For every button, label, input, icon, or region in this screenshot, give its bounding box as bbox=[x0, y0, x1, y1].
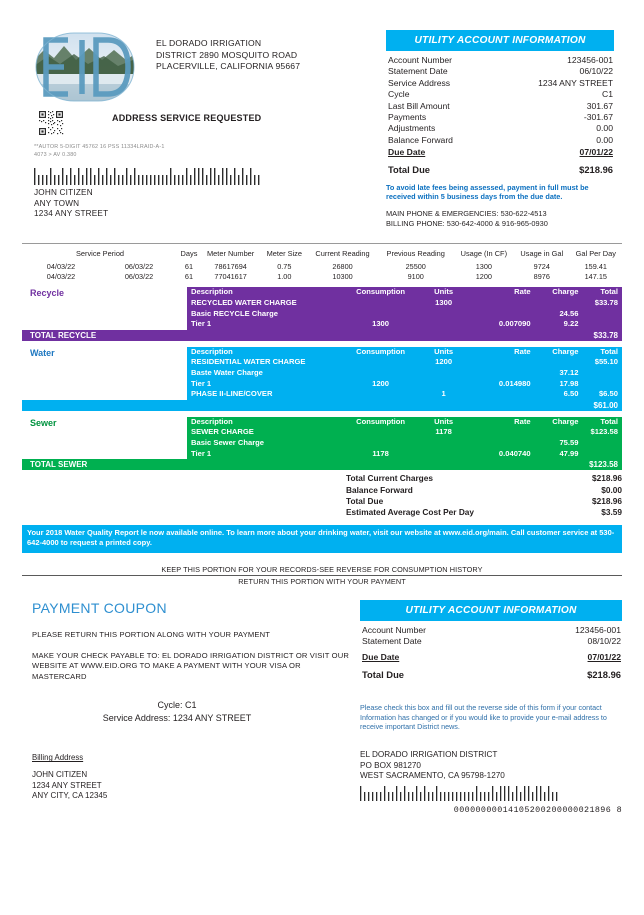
charge-header-row bbox=[187, 287, 622, 298]
cell-usage-gal: 8976 bbox=[533, 272, 550, 282]
cell-charge bbox=[531, 298, 579, 309]
service-section-recycle bbox=[22, 287, 622, 340]
service-name-recycle: Recycle bbox=[30, 288, 65, 299]
col-service-period: Service Period bbox=[75, 248, 125, 258]
water-charge-table bbox=[187, 347, 622, 400]
cell-description: Tier 1 bbox=[191, 448, 212, 458]
charge-line-row bbox=[187, 427, 622, 438]
tear-line-divider bbox=[22, 575, 622, 576]
recycle-charge-table bbox=[187, 287, 622, 329]
summary-row bbox=[346, 485, 622, 496]
cell-charge: 75.59 bbox=[559, 437, 579, 447]
summary-label: Estimated Average Cost Per Day bbox=[346, 507, 475, 518]
endorsement-block bbox=[34, 143, 384, 159]
address-service-requested: ADDRESS SERVICE REQUESTED bbox=[112, 113, 262, 123]
row-label: Adjustments bbox=[388, 123, 436, 134]
row-value: 301.67 bbox=[586, 100, 613, 111]
charge-line-row bbox=[187, 319, 622, 330]
cell-total bbox=[578, 368, 622, 379]
issuer-line-2: DISTRICT 2890 MOSQUITO ROAD bbox=[156, 49, 298, 60]
cell-charge bbox=[531, 427, 579, 438]
total-due-label: Total Due bbox=[388, 163, 431, 175]
row-value: 123456-001 bbox=[575, 624, 621, 635]
cell-period-from: 04/03/22 bbox=[46, 272, 76, 282]
cell-description: Tier 1 bbox=[191, 378, 212, 388]
cell-period-to: 06/03/22 bbox=[124, 272, 154, 282]
charges-summary bbox=[22, 473, 622, 519]
sewer-charge-table bbox=[187, 417, 622, 459]
col-consumption: Consumption bbox=[356, 287, 406, 297]
summary-value: $3.59 bbox=[601, 507, 622, 518]
cell-consumption bbox=[344, 438, 418, 449]
col-total: Total bbox=[600, 416, 618, 426]
cell-usage-cf: 1200 bbox=[475, 272, 492, 282]
cell-charge: 17.98 bbox=[559, 378, 579, 388]
col-units: Units bbox=[434, 416, 454, 426]
col-total: Total bbox=[600, 287, 618, 297]
cell-charge bbox=[531, 357, 579, 368]
row-value: -301.67 bbox=[583, 112, 613, 123]
table-row bbox=[22, 262, 622, 272]
col-meter-number: Meter Number bbox=[207, 248, 255, 258]
cell-consumption: 1178 bbox=[372, 448, 389, 458]
service-name-sewer: Sewer bbox=[30, 417, 57, 428]
charge-line-row bbox=[187, 379, 622, 390]
row-value: 0.00 bbox=[596, 134, 613, 145]
cell-description: Basic Sewer Charge bbox=[191, 437, 265, 447]
cell-description: Tier 1 bbox=[191, 319, 212, 329]
ocr-scanline: 00000000014105200200000021896 8 bbox=[453, 805, 622, 816]
return-portion-text: RETURN THIS PORTION WITH YOUR PAYMENT bbox=[238, 576, 406, 586]
col-consumption: Consumption bbox=[356, 416, 406, 426]
row-value: C1 bbox=[602, 89, 613, 100]
cell-meter-number: 77041617 bbox=[214, 272, 247, 282]
billing-name: JOHN CITIZEN bbox=[32, 770, 88, 780]
cell-description: PHASE II-LINE/COVER bbox=[191, 389, 273, 399]
cell-total bbox=[578, 309, 622, 320]
account-info-row bbox=[388, 135, 613, 146]
total-recycle-label: TOTAL RECYCLE bbox=[30, 330, 97, 340]
billing-street: 1234 ANY STREET bbox=[32, 780, 102, 790]
cell-previous-reading: 25500 bbox=[405, 262, 426, 272]
summary-value: $218.96 bbox=[592, 473, 622, 484]
billing-city: ANY CITY, CA 12345 bbox=[32, 791, 108, 801]
cell-days: 61 bbox=[184, 262, 194, 272]
row-label: Last Bill Amount bbox=[388, 100, 450, 111]
cell-total: $123.58 bbox=[590, 427, 618, 437]
cell-rate bbox=[470, 427, 531, 438]
cell-days: 61 bbox=[184, 272, 194, 282]
total-sewer-value: $123.58 bbox=[589, 460, 618, 470]
cell-units bbox=[418, 438, 470, 449]
header-left bbox=[34, 30, 384, 229]
meter-table-header-row bbox=[22, 247, 622, 262]
cell-description: SEWER CHARGE bbox=[191, 427, 254, 437]
due-date-row bbox=[388, 147, 613, 158]
col-gal-per-day: Gal Per Day bbox=[575, 248, 616, 258]
row-value: 0.00 bbox=[596, 123, 613, 134]
cell-total bbox=[578, 319, 622, 330]
water-quality-report-notice: Your 2018 Water Quality Report le now available online. To learn more about your drinking water, visit our website at www.eid.org/main. Call customer service at 530-642-4000 to request a printed copy. bbox=[22, 525, 622, 553]
cell-meter-size: 1.00 bbox=[277, 272, 292, 282]
account-info-row bbox=[388, 112, 613, 123]
col-rate: Rate bbox=[514, 346, 531, 356]
endorsement-line-1: **AUTOR 5-DIGIT 45762 16 PSS 11334LRAID-A-1 bbox=[34, 144, 165, 150]
charge-line-row bbox=[187, 438, 622, 449]
col-charge: Charge bbox=[552, 346, 579, 356]
total-recycle-value: $33.78 bbox=[593, 330, 618, 340]
coupon-due-date-value: 07/01/22 bbox=[587, 651, 621, 662]
coupon-service-address: Service Address: 1234 ANY STREET bbox=[102, 713, 252, 724]
col-rate: Rate bbox=[514, 416, 531, 426]
account-info-row bbox=[388, 123, 613, 134]
col-units: Units bbox=[434, 287, 454, 297]
total-due-value: $218.96 bbox=[579, 163, 613, 175]
due-date-value: 07/01/22 bbox=[579, 147, 613, 158]
summary-row bbox=[346, 496, 622, 507]
col-total: Total bbox=[600, 346, 618, 356]
cell-consumption bbox=[344, 368, 418, 379]
row-label: Statement Date bbox=[388, 66, 448, 77]
coupon-due-date-label: Due Date bbox=[362, 651, 400, 662]
cell-rate: 0.014980 bbox=[498, 378, 531, 388]
cell-total bbox=[578, 449, 622, 460]
bill-header bbox=[0, 0, 644, 229]
payment-coupon bbox=[22, 600, 622, 816]
cell-rate bbox=[470, 298, 531, 309]
cell-units: 1300 bbox=[435, 298, 453, 308]
water-total-bar bbox=[22, 400, 622, 411]
remit-line-1: EL DORADO IRRIGATION DISTRICT bbox=[360, 749, 498, 759]
cell-units: 1178 bbox=[435, 427, 452, 437]
cell-charge: 47.99 bbox=[559, 448, 579, 458]
charge-line-row bbox=[187, 298, 622, 309]
cell-period-to: 06/03/22 bbox=[124, 262, 154, 272]
col-usage-cf: Usage (In CF) bbox=[460, 248, 508, 258]
cell-total bbox=[578, 438, 622, 449]
total-water-value: $61.00 bbox=[593, 400, 618, 410]
row-value: 08/10/22 bbox=[587, 636, 621, 647]
account-info-row bbox=[388, 78, 613, 89]
issuer-line-3: PLACERVILLE, CALIFORNIA 95667 bbox=[156, 61, 301, 72]
cell-meter-number: 78617694 bbox=[214, 262, 247, 272]
late-fee-notice: To avoid late fees being assessed, payment in full must be received within 5 business days from the due date. bbox=[386, 183, 589, 202]
row-label: Statement Date bbox=[362, 636, 422, 647]
cell-period-from: 04/03/22 bbox=[46, 262, 76, 272]
coupon-account-rows bbox=[360, 621, 622, 681]
issuer-address bbox=[156, 30, 300, 73]
cell-rate bbox=[470, 309, 531, 320]
cell-consumption bbox=[344, 298, 418, 309]
customer-city: ANY TOWN bbox=[34, 198, 80, 208]
cell-units bbox=[418, 368, 470, 379]
col-previous-reading: Previous Reading bbox=[386, 248, 445, 258]
billing-address-block bbox=[32, 770, 352, 802]
cell-total bbox=[578, 379, 622, 390]
summary-value: $0.00 bbox=[601, 484, 622, 495]
charge-line-row bbox=[187, 309, 622, 320]
row-label: Service Address bbox=[388, 77, 451, 88]
summary-label: Total Current Charges bbox=[346, 473, 433, 484]
sewer-total-bar bbox=[22, 459, 622, 470]
eid-logo-icon bbox=[34, 30, 138, 104]
col-meter-size: Meter Size bbox=[266, 248, 302, 258]
cell-description: RESIDENTIAL WATER CHARGE bbox=[191, 357, 306, 367]
cell-units bbox=[418, 379, 470, 390]
cell-consumption bbox=[344, 309, 418, 320]
cell-charge: 6.50 bbox=[563, 389, 579, 399]
cell-current-reading: 10300 bbox=[332, 272, 353, 282]
col-days: Days bbox=[180, 248, 198, 258]
col-charge: Charge bbox=[552, 287, 579, 297]
charge-header-row bbox=[187, 417, 622, 428]
cell-total: $55.10 bbox=[594, 357, 618, 367]
col-rate: Rate bbox=[514, 287, 531, 297]
cell-charge: 9.22 bbox=[563, 319, 579, 329]
col-charge: Charge bbox=[552, 416, 579, 426]
endorsement-line-2: 4073 > AV 0.380 bbox=[34, 152, 77, 158]
row-label: Account Number bbox=[388, 55, 453, 65]
charges-sections bbox=[22, 287, 622, 470]
coupon-total-due-label: Total Due bbox=[362, 669, 405, 681]
account-info-row bbox=[388, 66, 613, 77]
remit-line-2: PO BOX 981270 bbox=[360, 760, 421, 770]
cell-units: 1200 bbox=[435, 357, 453, 367]
cell-previous-reading: 9100 bbox=[407, 272, 424, 282]
row-label: Payments bbox=[388, 112, 427, 123]
account-info-rows bbox=[386, 51, 614, 175]
contact-phones bbox=[386, 209, 614, 229]
customer-street: 1234 ANY STREET bbox=[34, 209, 109, 219]
total-water-label bbox=[22, 400, 594, 411]
billing-address-label: Billing Address bbox=[32, 753, 84, 763]
charge-header-row bbox=[187, 347, 622, 358]
due-date-label: Due Date bbox=[388, 147, 426, 158]
cell-rate bbox=[470, 357, 531, 368]
summary-value: $218.96 bbox=[592, 495, 622, 506]
table-row bbox=[22, 272, 622, 282]
cell-consumption: 1200 bbox=[372, 378, 390, 388]
cell-rate bbox=[470, 438, 531, 449]
cell-rate bbox=[470, 389, 531, 400]
row-label: Account Number bbox=[362, 624, 427, 635]
coupon-cycle: Cycle: C1 bbox=[157, 700, 197, 711]
cell-description: RECYCLED WATER CHARGE bbox=[191, 298, 297, 308]
keep-portion-text: KEEP THIS PORTION FOR YOUR RECORDS-SEE REVERSE FOR CONSUMPTION HISTORY bbox=[161, 564, 483, 574]
meter-reading-table bbox=[22, 243, 622, 282]
coupon-left bbox=[22, 600, 352, 816]
row-label: Cycle bbox=[388, 89, 410, 100]
col-consumption: Consumption bbox=[356, 346, 406, 356]
cell-gal-per-day: 159.41 bbox=[584, 262, 607, 272]
charge-line-row bbox=[187, 357, 622, 368]
cell-gal-per-day: 147.15 bbox=[584, 272, 607, 282]
row-value: 123456-001 bbox=[567, 55, 613, 65]
remittance-address bbox=[360, 750, 622, 782]
cell-description: Baste Water Charge bbox=[191, 368, 263, 377]
service-section-water bbox=[22, 347, 622, 411]
logo-and-issuer bbox=[34, 30, 384, 104]
cell-usage-gal: 9724 bbox=[533, 262, 550, 272]
row-value: 1234 ANY STREET bbox=[538, 77, 613, 88]
cell-consumption: 1300 bbox=[372, 319, 390, 329]
coupon-account-row bbox=[362, 636, 621, 648]
coupon-total-due-value: $218.96 bbox=[587, 669, 621, 681]
cell-units bbox=[418, 449, 470, 460]
main-phone: MAIN PHONE & EMERGENCIES: 530-622-4513 bbox=[386, 208, 547, 218]
service-section-sewer bbox=[22, 417, 622, 470]
account-info-header: UTILITY ACCOUNT INFORMATION bbox=[386, 30, 614, 51]
cell-rate bbox=[470, 368, 531, 379]
cell-units bbox=[418, 319, 470, 330]
coupon-total-due-row bbox=[362, 669, 621, 681]
recycle-total-bar bbox=[22, 330, 622, 341]
cell-consumption bbox=[344, 389, 418, 400]
cell-usage-cf: 1300 bbox=[475, 262, 492, 272]
col-description: Description bbox=[191, 416, 233, 426]
cell-current-reading: 26800 bbox=[332, 262, 353, 272]
summary-label: Total Due bbox=[346, 495, 384, 506]
cell-rate: 0.007090 bbox=[498, 319, 531, 329]
summary-row bbox=[346, 507, 622, 518]
account-info-row bbox=[388, 89, 613, 100]
customer-name: JOHN CITIZEN bbox=[34, 188, 93, 197]
row-label: Balance Forward bbox=[388, 134, 453, 145]
charge-line-row bbox=[187, 449, 622, 460]
account-info-row bbox=[388, 101, 613, 112]
cell-units bbox=[418, 309, 470, 320]
total-sewer-label: TOTAL SEWER bbox=[30, 460, 88, 470]
cell-rate: 0.040740 bbox=[498, 448, 531, 458]
coupon-account-info-panel bbox=[360, 600, 622, 816]
cell-total: $33.78 bbox=[594, 298, 618, 308]
cell-units: 1 bbox=[441, 389, 446, 399]
charge-line-row bbox=[187, 368, 622, 379]
row-value: 06/10/22 bbox=[579, 66, 613, 77]
contact-update-checkbox-note: Please check this box and fill out the reverse side of this form if your contact Information has changed or if you would like to provide your e-mail address to receive important District news. bbox=[360, 702, 607, 732]
coupon-due-date-row bbox=[362, 652, 621, 664]
cell-charge: 24.56 bbox=[559, 308, 579, 318]
col-current-reading: Current Reading bbox=[315, 248, 370, 258]
summary-row bbox=[346, 473, 622, 484]
coupon-instruction-2: MAKE YOUR CHECK PAYABLE TO: EL DORADO IRRIGATION DISTRICT OR VISIT OUR WEBSITE AT WWW.EID.ORG TO MAKE A PAYMENT WITH YOUR VISA OR MASTERCARD bbox=[32, 651, 349, 681]
coupon-service-details bbox=[32, 699, 352, 725]
cell-charge: 37.12 bbox=[559, 368, 579, 377]
payment-coupon-title: PAYMENT COUPON bbox=[32, 599, 167, 616]
col-description: Description bbox=[191, 287, 233, 297]
cell-total: $6.50 bbox=[598, 389, 618, 399]
summary-label: Balance Forward bbox=[346, 484, 413, 495]
total-due-row bbox=[388, 164, 613, 175]
cell-description: Basic RECYCLE Charge bbox=[191, 308, 278, 318]
issuer-line-1: EL DORADO IRRIGATION bbox=[156, 38, 262, 48]
col-description: Description bbox=[191, 346, 233, 356]
qr-code-icon bbox=[38, 110, 64, 136]
col-units: Units bbox=[434, 346, 454, 356]
cell-consumption bbox=[344, 357, 418, 368]
remittance-barcode-icon bbox=[360, 786, 622, 801]
customer-mailing-address bbox=[34, 188, 384, 220]
account-info-row bbox=[388, 55, 613, 66]
service-name-water: Water bbox=[30, 347, 55, 358]
postal-barcode-icon bbox=[34, 168, 384, 185]
charge-line-row bbox=[187, 389, 622, 400]
cell-meter-size: 0.75 bbox=[277, 262, 292, 272]
cell-consumption bbox=[344, 427, 418, 438]
utility-account-information-panel bbox=[386, 30, 614, 229]
coupon-account-info-header: UTILITY ACCOUNT INFORMATION bbox=[360, 600, 622, 621]
billing-phone: BILLING PHONE: 530-642-4000 & 916-965-0930 bbox=[386, 218, 548, 228]
coupon-account-row bbox=[362, 625, 621, 637]
col-usage-gal: Usage in Gal bbox=[520, 248, 564, 258]
coupon-instruction-1: PLEASE RETURN THIS PORTION ALONG WITH YOUR PAYMENT bbox=[32, 629, 271, 639]
remit-line-3: WEST SACRAMENTO, CA 95798-1270 bbox=[360, 771, 505, 781]
